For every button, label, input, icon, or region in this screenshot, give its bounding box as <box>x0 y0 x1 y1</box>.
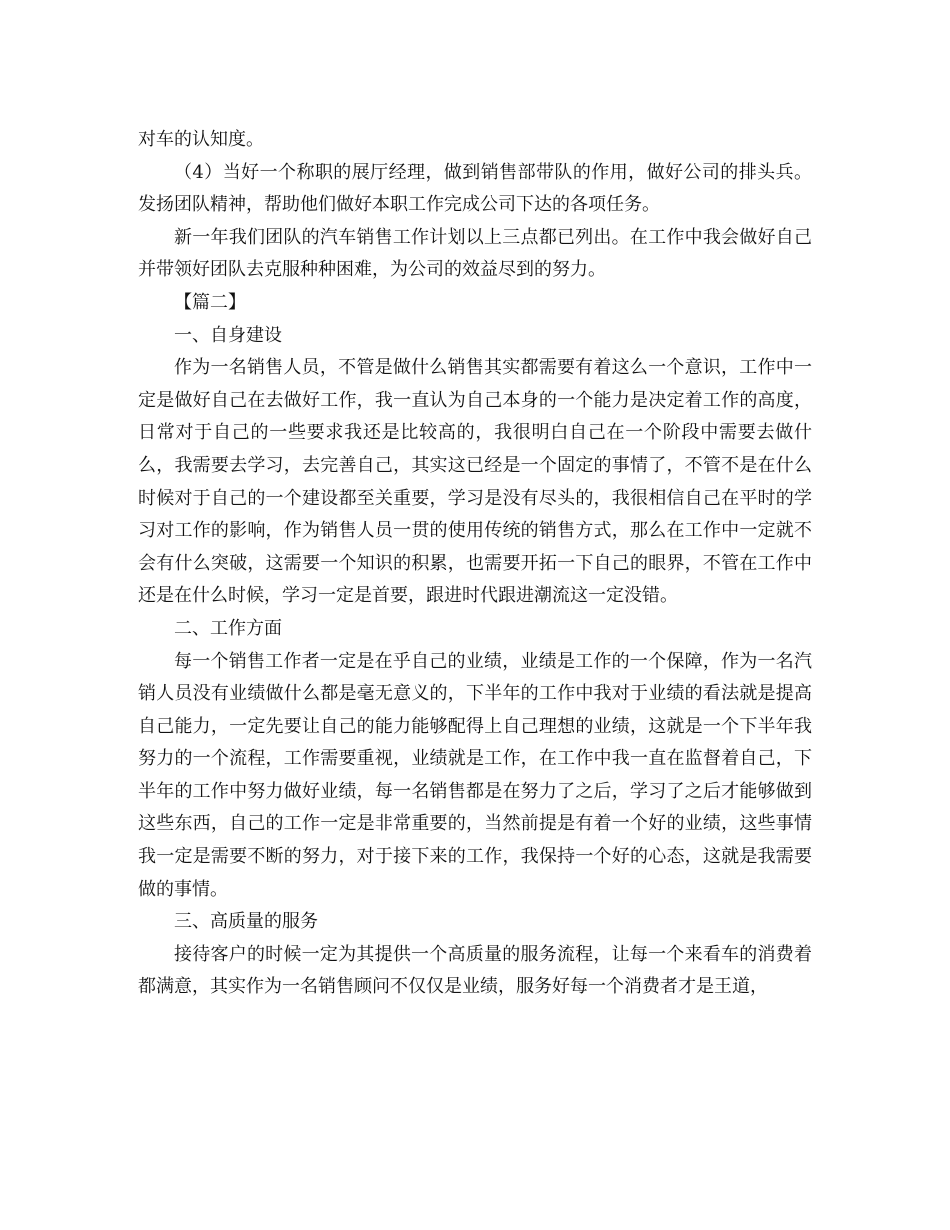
paragraph-item-4: （4）当好一个称职的展厅经理，做到销售部带队的作用，做好公司的排头兵。发扬团队精神，帮助他们做好本职工作完成公司下达的各项任务。 <box>138 161 812 216</box>
heading-self-development: 一、自身建设 <box>174 324 282 346</box>
heading-work-aspects: 二、工作方面 <box>174 617 282 639</box>
paragraph-continuation: 对车的认知度。 <box>138 129 264 150</box>
heading-quality-service: 三、高质量的服务 <box>174 911 318 933</box>
paragraph-self-development: 作为一名销售人员，不管是做什么销售其实都需要有着这么一个意识，工作中一定是做好自己在去做好工作，我一直认为自己本身的一个能力是决定着工作的高度，日常对于自己的一些要求我还是比较高的，我很明白自己在一个阶段中需要去做什么，我需要去学习，去完善自己，其实这已经是一个固定的事情了，不管不是在什么时候对于自己的一个建设都至关重要，学习是没有尽头的，我很相信自己在平时的学习对工作的影响，作为销售人员一贯的使用传统的销售方式，那么在工作中一定就不会有什么突破，这需要一个知识的积累，也需要开拓一下自己的眼界，不管在工作中还是在什么时候，学习一定是首要，跟进时代跟进潮流这一定没错。 <box>138 357 812 607</box>
paragraph-summary: 新一年我们团队的汽车销售工作计划以上三点都已列出。在工作中我会做好自己并带领好团队去克服种种困难，为公司的效益尽到的努力。 <box>138 226 812 281</box>
section-title-part-two: 【篇二】 <box>174 291 246 313</box>
paragraph-work-aspects: 每一个销售工作者一定是在乎自己的业绩，业绩是工作的一个保障，作为一名汽销人员没有业绩做什么都是毫无意义的，下半年的工作中我对于业绩的看法就是提高自己能力，一定先要让自己的能力能够配得上自己理想的业绩，这就是一个下半年我努力的一个流程，工作需要重视，业绩就是工作，在工作中我一直在监督着自己，下半年的工作中努力做好业绩，每一名销售都是在努力了之后，学习了之后才能够做到这些东西，自己的工作一定是非常重要的，当然前提是有着一个好的业绩，这些事情我一定是需要不断的努力，对于接下来的工作，我保持一个好的心态，这就是我需要做的事情。 <box>138 650 812 900</box>
paragraph-quality-service: 接待客户的时候一定为其提供一个高质量的服务流程，让每一个来看车的消费着都满意，其实作为一名销售顾问不仅仅是业绩，服务好每一个消费者才是王道， <box>138 943 812 998</box>
document-page <box>138 124 812 1004</box>
